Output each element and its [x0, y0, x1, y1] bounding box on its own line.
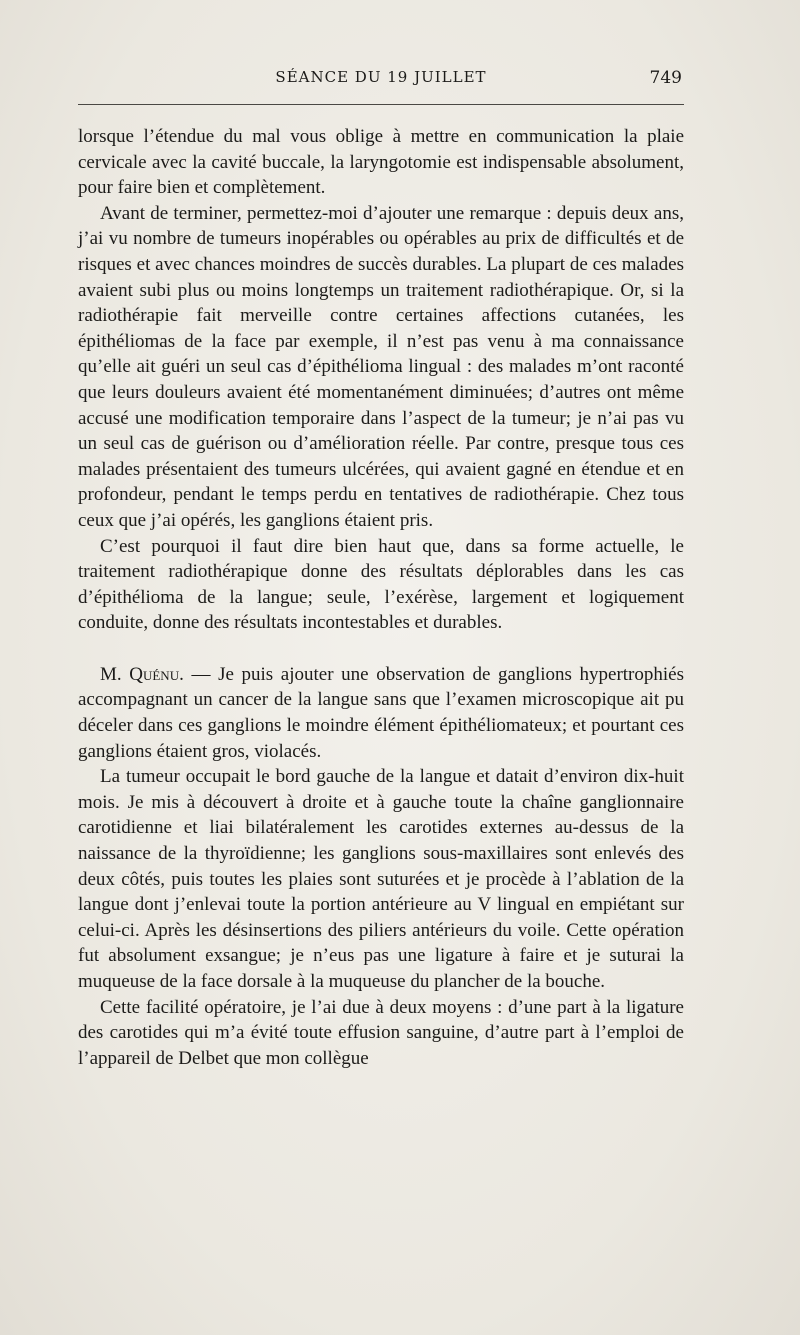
- paragraph-tumor-case: La tumeur occupait le bord gauche de la langue et datait d’environ dix-huit mois. Je mis à découvert à droite et à gauche toute la chaîne ganglionnaire carotidienne et liai bilatéralement les carotides externes au-dessus de la naissance de la thyroïdienne; les ganglions sous-maxillaires sont enlevés des deux côtés, puis toutes les plaies sont suturées et je procède à l’ablation de la langue dont j’enlevai toute la portion antérieure au V lingual en empiétant sur celui-ci. Après les désinsertions des piliers antérieurs du voile. Cette opération fut absolument exsangue; je n’eus pas une ligature à faire et je suturai la muqueuse de la face dorsale à la muqueuse du plancher de la bouche.: [78, 766, 684, 992]
- running-head: SÉANCE DU 19 JUILLET: [275, 68, 487, 86]
- speaker-name: M. Quénu.: [100, 663, 184, 685]
- speaker-text: — Je puis ajouter une observation de ganglions hypertrophiés accompagnant un cancer de la langue sans que l’examen microscopique ait pu déceler dans ces ganglions le moindre élément épithéliomateux; et pourtant ces ganglions étaient gros, violacés.: [78, 663, 684, 762]
- paragraph-quenu-intervention: [78, 662, 684, 764]
- paragraph-conclusion: C’est pourquoi il faut dire bien haut que, dans sa forme actuelle, le traitement radiothérapique donne des résultats déplorables dans les cas d’épithélioma de la langue; seule, l’exérèse, largement et logiquement conduite, donne des résultats incontestables et durables.: [78, 535, 684, 634]
- paragraph-operative-means: Cette facilité opératoire, je l’ai due à deux moyens : d’une part à la ligature des carotides qui m’a évité toute effusion sanguine, d’autre part à l’emploi de l’appareil de Delbet que mon collègue: [78, 996, 684, 1069]
- body-text: [78, 124, 684, 1071]
- page-header: [78, 68, 684, 96]
- paragraph-continuation: lorsque l’étendue du mal vous oblige à mettre en communication la plaie cervicale avec la cavité buccale, la laryngotomie est indispensable absolument, pour faire bien et complètement.: [78, 126, 684, 199]
- paragraph-radiotherapy-remark: Avant de terminer, permettez-moi d’ajouter une remarque : depuis deux ans, j’ai vu nombre de tumeurs inopérables ou opérables au prix de difficultés et de risques et avec chances moindres de succès durables. La plupart de ces malades avaient subi plus ou moins longtemps un traitement radiothérapique. Or, si la radiothérapie fait merveille contre certaines affections cutanées, les épithéliomas de la face par exemple, il n’est pas venu à ma connaissance qu’elle ait guéri un seul cas d’épithélioma lingual : des malades m’ont raconté que leurs douleurs avaient été momentanément diminuées; d’autres ont même accusé une modification temporaire dans l’aspect de la tumeur; je n’ai pas vu un seul cas de guérison ou d’amélioration réelle. Par contre, presque tous ces malades présentaient des tumeurs ulcérées, qui avaient gagné en étendue et en profondeur, pendant le temps perdu en tentatives de radiothérapie. Chez tous ceux que j’ai opérés, les ganglions étaient pris.: [78, 202, 684, 531]
- page-number: 749: [649, 68, 682, 88]
- header-rule: [78, 104, 684, 105]
